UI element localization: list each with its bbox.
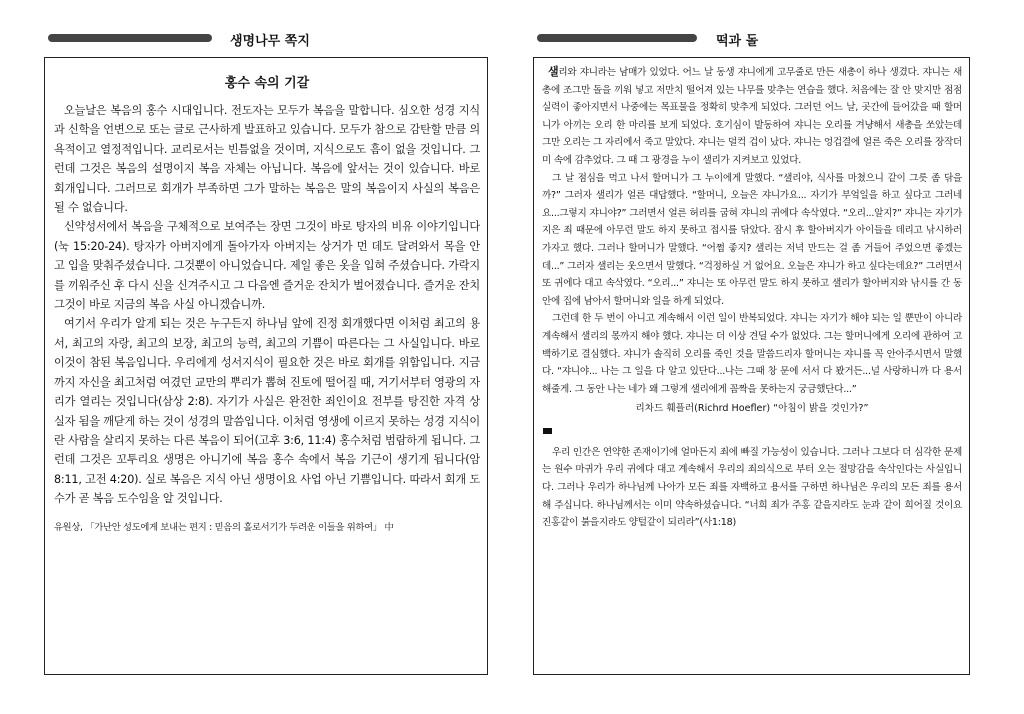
story-paragraph bbox=[542, 63, 962, 170]
article-paragraph: 오늘날은 복음의 홍수 시대입니다. 전도자는 모두가 복음을 말합니다. 심오한 성경 지식과 신학을 언변으로 또는 글로 근사하게 발표하고 있습니다. 모두가 참으로 감탄할 만큼 의욕적이고 열정적입니다. 교리로서는 빈틈없을 것이며, 지식으로도 흠이 없을 것입니다. 그런데 그것은 복음의 설명이지 복음 자체는 아닙니다. 복음에 앞서는 것이 있습니다. 바로 회개입니다. 그러므로 회개가 부족하면 그가 말하는 복음은 말의 복음이지 사실의 복음은 될 수 없습니다. bbox=[54, 104, 480, 215]
left-header-bar bbox=[48, 34, 212, 42]
story-paragraph: 그런데 한 두 번이 아니고 계속해서 이런 일이 반복되었다. 쟈니는 자기가 해야 되는 일 뿐만이 아니라 계속해서 샐리의 몫까지 해야 했다. 쟈니는 더 이상 견딜 수가 없었다. 그는 할머니에게 오리에 관하여 고백하기로 결심했다. 쟈니가 솔직히 오리를 죽인 것을 말씀드리자 할머니는 쟈니를 꼭 안아주시면서 말했다. “쟈니야... 나는 그 일을 다 알고 있단다...나는 그때 창 문에 서서 다 봤거든...널 사랑하니까 다 용서해줄게. 그 동안 나는 네가 왜 그렇게 샐리에게 꼼짝을 못하는지 궁금했단다...” bbox=[542, 313, 962, 395]
story-paragraph: 그 날 점심을 먹고 나서 할머니가 그 누이에게 말했다. “샐리야, 식사를 마쳤으니 같이 그릇 좀 닦을까?” 그러자 샐리가 얼른 대답했다. “할머니, 오늘은 쟈니가요... 자기가 부엌일을 하고 싶다고 그러네요...그렇지 쟈니야?” 그러면서 얼른 허리를 굽혀 쟈니의 귀에다 속삭였다. “오리...알지?” 쟈니는 자기가 지은 죄 때문에 아무런 말도 하지 못하고 접시를 닦았다. 잠시 후 할아버지가 아이들을 데리고 낚시하러 가자고 했다. 그러나 할머니가 말했다. “어쩜 좋지? 샐리는 저녁 만드는 걸 좀 거들어 주었으면 좋겠는데...” 그러자 샐리는 웃으면서 말했다. “걱정하실 거 없어요. 오늘은 쟈니가 하고 싶다는데요?” 그러면서 또 귀에다 대고 속삭였다. “오리...” 쟈니는 또 아무런 말도 하지 못하고 샐리가 할아버지와 낚시를 간 동안에 집에 남아서 할머니와 일을 하게 되었다. bbox=[542, 172, 962, 307]
section-divider-mark bbox=[543, 428, 552, 434]
closing-paragraph: 우리 인간은 연약한 존재이기에 얼마든지 죄에 빠질 가능성이 있습니다. 그러나 그보다 더 심각한 문제는 원수 마귀가 우리 귀에다 대고 계속해서 우리의 죄의식으로 부터 오는 절망감을 속삭인다는 사실입니다. 그러나 우리가 하나님께 나아가 모든 죄를 자백하고 용서를 구하면 하나님은 우리의 모든 죄를 용서해 주십니다. 하나님께서는 이미 약속하셨습니다. “너희 죄가 주홍 같을지라도 눈과 같이 희어질 것이요 진홍같이 붉을지라도 양털같이 되리라”(사1:18) bbox=[542, 446, 962, 529]
right-header-bar bbox=[537, 34, 697, 42]
story-paragraph-text: 리와 쟈니라는 남매가 있었다. 어느 날 동생 쟈니에게 고무줄로 만든 새총이 하나 생겼다. 쟈니는 새총에 조그만 돌을 끼워 넣고 저만치 떨어져 있는 나무를 맞추는 연습을 했다. 처음에는 잘 안 맞지만 점점 실력이 좋아지면서 나중에는 목표물을 정확히 맞추게 되었다. 그러던 어느 날, 곳간에 들어갔을 때 할머니가 아끼는 오리 한 마리를 보게 되었다. 호기심이 발동하여 쟈니는 오리를 겨냥해서 새총을 쏘았는데 그만 오리는 그 자리에서 죽고 말았다. 쟈니는 덜컥 겁이 났다. 쟈니는 엉겁결에 얼른 죽은 오리를 장작더미 속에 감추었다. 그 때 그 광경을 누이 샐리가 지켜보고 있었다. bbox=[542, 67, 962, 166]
right-header-title: 떡과 돌 bbox=[716, 34, 759, 49]
article-paragraph: 신약성서에서 복음을 구체적으로 보여주는 장면 그것이 바로 탕자의 비유 이야기입니다(눅 15:20-24). 탕자가 아버지에게 돌아가자 아버지는 상거가 먼 데도 달려와서 목을 안고 입을 맞춰주셨습니다. 그것뿐이 아니었습니다. 제일 좋은 옷을 입혀 주셨습니다. 가락지를 끼워주신 후 다시 신을 신겨주시고 그 다음엔 즐거운 잔치가 벌어졌습니다. 즐거운 잔치 그것이 바로 지금의 복음 사실 아니겠습니까. bbox=[54, 220, 480, 312]
article-title: 홍수 속의 기갈 bbox=[224, 76, 310, 91]
article-paragraph: 여기서 우리가 알게 되는 것은 누구든지 하나님 앞에 진정 회개했다면 이처럼 최고의 용서, 최고의 자랑, 최고의 보장, 최고의 능력, 최고의 기쁨이 따른다는 그 사실입니다. 바로 이것이 참된 복음입니다. 우리에게 성서지식이 필요한 것은 바로 회개를 위함입니다. 지금까지 자신을 최고처럼 여겼던 교만의 뿌리가 뽑혀 진토에 떨어질 때, 거기서부터 영광의 자리가 열리는 것입니다(삼상 2:8). 자기가 사실은 완전한 죄인이요 전부를 탕진한 자격 상실자 됨을 깨닫게 하는 것이 성경의 말씀입니다. 이처럼 영생에 이르지 못하는 성경 지식이란 사람을 살리지 못하는 다른 복음이 되어(고후 3:6, 11:4) 홍수처럼 범람하게 됩니다. 그런데 그것은 꼬투리요 생명은 아니기에 복음 홍수 속에서 복음 기근이 생기게 됩니다(암 8:11, 고전 4:20). 실로 복음은 지식 아닌 생명이요 사업 아닌 기쁨입니다. 따라서 회개 도수가 곧 복음 도수임을 알 것입니다. bbox=[54, 317, 480, 506]
right-story-panel bbox=[533, 57, 970, 675]
left-header-title: 생명나무 쪽지 bbox=[230, 34, 310, 49]
story-attribution: 리차드 훼플러(Richrd Hoefler) “아침이 밝을 것인가?” bbox=[635, 403, 869, 415]
article-citation: 유원상, 「가난안 성도에게 보내는 편지 : 믿음의 홀로서기가 두려운 이들을 위하여」 中 bbox=[54, 521, 394, 533]
left-article-panel bbox=[44, 57, 488, 675]
story-dropcap: 샐 bbox=[548, 65, 559, 78]
